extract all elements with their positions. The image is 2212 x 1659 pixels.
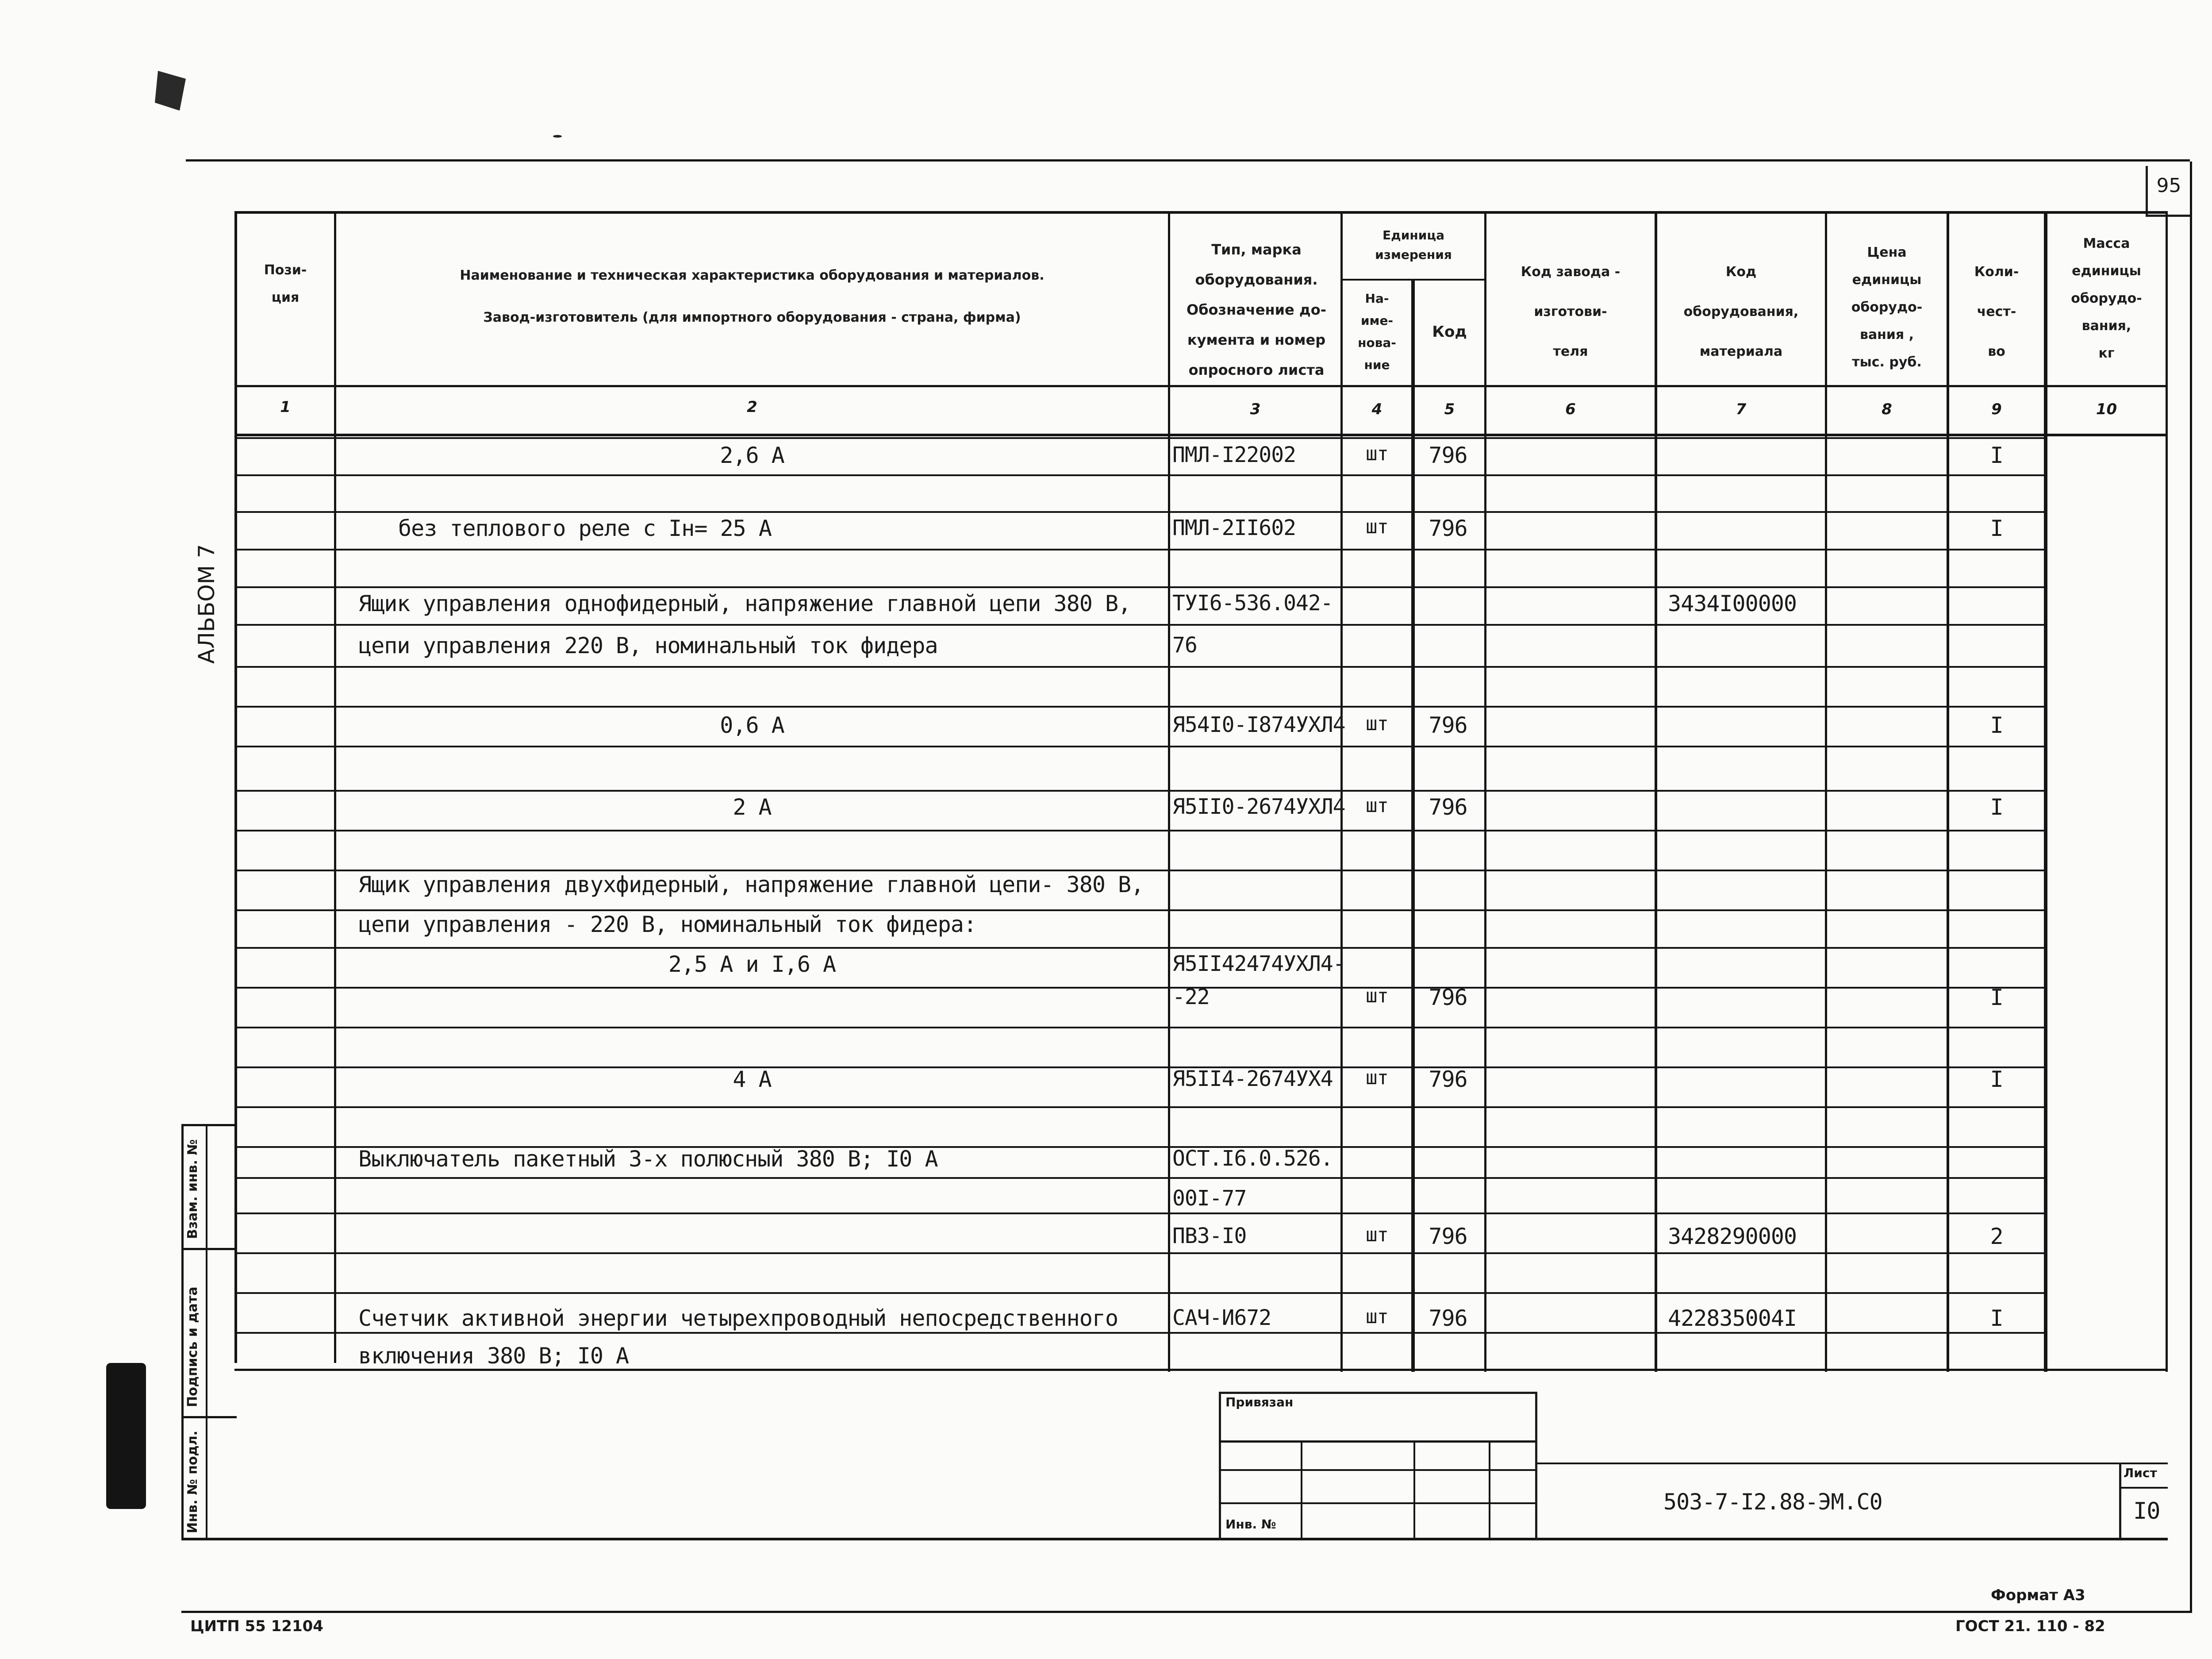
header-col6: Код завода -	[1521, 264, 1621, 280]
header-col4: На-	[1365, 291, 1389, 306]
row-code: 796	[1429, 794, 1467, 820]
row-unit: шт	[1366, 985, 1388, 1007]
header-col8: вания ,	[1859, 327, 1914, 343]
scan-artifact	[155, 71, 186, 111]
row-quantity: 2	[1990, 1224, 2003, 1249]
grid-line	[1489, 1440, 1490, 1538]
row-name: 2,5 А и I,6 А	[668, 951, 836, 977]
header-col10: вания,	[2081, 318, 2131, 334]
header-col3: Обозначение до-	[1187, 301, 1326, 318]
grid-line	[181, 1124, 237, 1126]
row-code: 796	[1429, 985, 1467, 1010]
grid-line	[234, 666, 2046, 668]
page-number: 95	[2146, 166, 2190, 217]
row-code: 796	[1429, 443, 1467, 468]
row-name: 2 А	[733, 794, 772, 820]
row-code: 796	[1429, 1066, 1467, 1092]
row-unit: шт	[1366, 794, 1388, 817]
grid-line	[234, 1369, 2168, 1371]
grid-line	[234, 1177, 2046, 1179]
row-unit: шт	[1366, 1305, 1388, 1328]
grid-line	[234, 746, 2046, 747]
header-unit-group: Единица	[1382, 228, 1444, 242]
header-col10: кг	[2098, 346, 2115, 361]
grid-line	[234, 1212, 2046, 1214]
cipher-label: ЦИТП 55 12104	[190, 1617, 323, 1635]
sheet-label: Лист	[2124, 1466, 2157, 1480]
row-code: 796	[1429, 1224, 1467, 1249]
header-col3: опросного листа	[1188, 362, 1325, 378]
row-type: -22	[1172, 985, 1210, 1009]
row-quantity: I	[1990, 1305, 2003, 1331]
grid-line	[234, 437, 2046, 439]
row-unit: шт	[1366, 1066, 1388, 1089]
grid-line	[234, 706, 2046, 708]
format-label: Формат А3	[1991, 1586, 2085, 1604]
grid-line	[234, 870, 2046, 871]
header-col2-line2: Завод-изготовитель (для импортного оборудования - страна, фирма)	[483, 310, 1021, 325]
row-name: без теплового реле с Iн= 25 А	[398, 516, 772, 541]
document-code: 503-7-I2.88-ЭМ.С0	[1663, 1489, 1882, 1515]
grid-line	[234, 909, 2046, 911]
row-type: Я5II42474УХЛ4-	[1172, 951, 1345, 976]
header-col3: кумента и номер	[1187, 331, 1326, 348]
header-col4: ние	[1364, 358, 1390, 372]
col-number: 1	[280, 398, 291, 416]
grid-line	[234, 624, 2046, 626]
row-quantity: I	[1990, 794, 2003, 820]
grid-line	[1219, 1469, 1535, 1471]
scan-artifact	[106, 1363, 146, 1509]
header-col8: Цена	[1867, 245, 1907, 260]
col-number: 3	[1250, 400, 1261, 418]
row-type: ПВЗ-I0	[1172, 1224, 1247, 1248]
header-unit-group: измерения	[1375, 247, 1452, 262]
row-unit: шт	[1366, 1224, 1388, 1246]
row-code: 796	[1429, 1305, 1467, 1331]
col-number: 2	[747, 398, 757, 416]
header-col10: оборудо-	[2071, 291, 2142, 306]
grid-line	[234, 385, 2168, 387]
grid-line	[1411, 279, 1415, 1372]
privyazan-label: Привязан	[1225, 1395, 1294, 1409]
row-unit: шт	[1366, 443, 1388, 465]
header-col3: Тип, марка	[1211, 241, 1302, 258]
grid-line	[181, 1538, 2168, 1540]
grid-line	[234, 474, 2046, 476]
row-name: Выключатель пакетный 3-х полюсный 380 В; I0 А	[358, 1146, 938, 1172]
col-number: 7	[1736, 400, 1747, 418]
grid-line	[1219, 1502, 1535, 1504]
grid-line	[234, 1252, 2046, 1254]
row-unit: шт	[1366, 516, 1388, 538]
grid-line	[234, 586, 2046, 588]
grid-line	[1413, 1440, 1415, 1538]
grid-line	[234, 1027, 2046, 1028]
col-number: 4	[1371, 400, 1382, 418]
album-label: АЛЬБОМ 7	[194, 544, 219, 664]
grid-line	[181, 1416, 237, 1418]
row-quantity: I	[1990, 985, 2003, 1010]
side-stamp-podpis: Подпись и дата	[185, 1286, 200, 1407]
col-number: 9	[1991, 400, 2002, 418]
header-col7: материала	[1699, 344, 1783, 359]
grid-line	[234, 947, 2046, 949]
grid-line	[2119, 1487, 2168, 1489]
row-name: цепи управления 220 В, номинальный ток фидера	[358, 633, 938, 658]
row-quantity: I	[1990, 712, 2003, 738]
row-name: включения 380 В; I0 А	[358, 1343, 629, 1369]
col-number: 5	[1444, 400, 1455, 418]
row-name: Ящик управления двухфидерный, напряжение главной цепи- 380 В,	[358, 872, 1144, 897]
row-type: Я5II0-2674УХЛ4	[1172, 794, 1345, 819]
col-number: 6	[1565, 400, 1576, 418]
row-material-code: 3434I00000	[1668, 591, 1797, 616]
header-col6: изготови-	[1534, 304, 1607, 319]
row-quantity: I	[1990, 516, 2003, 541]
side-stamp-vzam: Взам. инв. №	[185, 1139, 200, 1239]
grid-line	[234, 1292, 2046, 1294]
sheet-number: I0	[2133, 1498, 2160, 1524]
row-quantity: I	[1990, 1066, 2003, 1092]
row-name: 4 А	[733, 1066, 772, 1092]
row-type: ПМЛ-2II602	[1172, 516, 1296, 540]
row-type: 00I-77	[1172, 1186, 1247, 1211]
header-col3: оборудования.	[1195, 271, 1318, 288]
grid-line	[234, 987, 2046, 989]
grid-line	[234, 511, 2046, 513]
grid-line	[234, 1332, 2046, 1334]
header-col7: Код	[1725, 264, 1757, 280]
row-type: Я54I0-I874УХЛ4	[1172, 712, 1345, 737]
row-name: Счетчик активной энергии четырехпроводный непосредственного	[358, 1305, 1118, 1331]
row-material-code: 3428290000	[1668, 1224, 1797, 1249]
row-quantity: I	[1990, 443, 2003, 468]
inv-label: Инв. №	[1225, 1517, 1276, 1532]
row-material-code: 422835004I	[1668, 1305, 1797, 1331]
row-unit: шт	[1366, 712, 1388, 735]
row-name: 2,6 А	[720, 443, 784, 468]
row-name: 0,6 А	[720, 712, 784, 738]
grid-line	[1301, 1440, 1302, 1538]
row-name: цепи управления - 220 В, номинальный ток фидера:	[358, 912, 976, 937]
header-col8: оборудо-	[1851, 300, 1923, 315]
header-col8: единицы	[1852, 272, 1922, 288]
side-stamp-inv: Инв. № подл.	[185, 1430, 200, 1533]
header-col5: Код	[1432, 323, 1467, 341]
row-type: Я5II4-2674УХ4	[1172, 1066, 1333, 1091]
header-col9: чест-	[1977, 304, 2016, 319]
grid-line	[181, 1248, 237, 1250]
header-col8: тыс. руб.	[1852, 354, 1922, 370]
right-border	[2190, 162, 2192, 1612]
top-rule	[186, 159, 2190, 162]
grid-line	[1219, 1440, 1535, 1443]
grid-line	[234, 549, 2046, 550]
speck	[553, 135, 562, 138]
header-col7: оборудования,	[1683, 304, 1799, 319]
header-col9: Коли-	[1974, 264, 2019, 280]
grid-line	[206, 1124, 207, 1540]
grid-line	[181, 1124, 184, 1540]
grid-line	[234, 211, 2168, 214]
row-code: 796	[1429, 712, 1467, 738]
header-col4: име-	[1360, 313, 1394, 328]
row-type: ПМЛ-I22002	[1172, 443, 1296, 467]
row-type: 76	[1172, 633, 1197, 658]
grid-line	[234, 1106, 2046, 1108]
header-col2-line1: Наименование и техническая характеристика оборудования и материалов.	[460, 268, 1045, 283]
col-number: 8	[1882, 400, 1892, 418]
col-number: 10	[2096, 400, 2117, 418]
header-col10: Масса	[2083, 236, 2130, 251]
grid-line	[234, 790, 2046, 792]
row-name: Ящик управления однофидерный, напряжение главной цепи 380 В,	[358, 591, 1131, 616]
grid-line	[1340, 279, 1484, 281]
row-type: САЧ-И672	[1172, 1305, 1271, 1330]
header-col9: во	[1988, 344, 2005, 359]
header-col4: нова-	[1358, 335, 1396, 350]
header-col1: ция	[271, 290, 300, 305]
gost-label: ГОСТ 21. 110 - 82	[1955, 1617, 2105, 1635]
bottom-border	[181, 1611, 2192, 1613]
row-type: ТУI6-536.042-	[1172, 591, 1333, 616]
grid-line	[234, 434, 2168, 436]
grid-line	[234, 830, 2046, 831]
header-col6: теля	[1553, 344, 1588, 359]
row-type: ОСТ.I6.0.526.	[1172, 1146, 1333, 1171]
grid-line	[1535, 1463, 2168, 1464]
header-col1: Пози-	[264, 262, 307, 278]
header-col10: единицы	[2072, 263, 2141, 279]
row-code: 796	[1429, 516, 1467, 541]
